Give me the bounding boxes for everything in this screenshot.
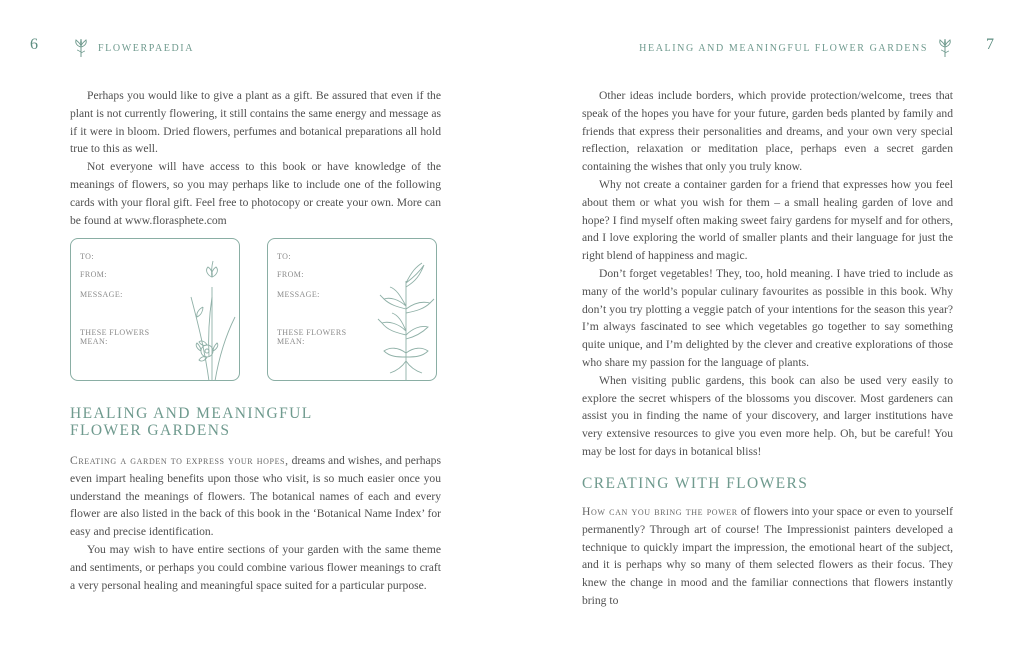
body-paragraph: When visiting public gardens, this book can also be used very easily to explore the secret whispers of the blossoms you discover. Most gardeners can assist you in finding the name of your discovery, and larger institutions have very extensive resources to give you even more help. Oh, but be careful! You may be lost for days in botanical bliss! [582,373,953,458]
running-head-title: FLOWERPAEDIA [98,42,195,54]
running-head-title: HEALING AND MEANINGFUL FLOWER GARDENS [639,42,928,54]
narcissus-illustration [181,257,239,381]
right-page [512,0,1024,653]
section-text [70,452,441,594]
intro-paragraph: Perhaps you would like to give a plant as a gift. Be assured that even if the plant is not currently flowering, it still contains the same energy and message as if it were in bloom. Dried flowers, perfumes and botanical preparations all hold true to this as well. [70,89,441,156]
card-mean-label: THESE FLOWERS MEAN: [80,328,150,346]
main-text [582,87,953,461]
section-paragraph-rest: dreams and wishes, and perhaps even impart healing benefits upon those who visit, is so much easier once you understand the meanings of flowers. The botanical names of each and every flower are also listed in the back of this book in the ‘Botanical Name Index’ for easy and precise identification. [70,454,441,539]
section-lead: Creating a garden to express your hopes, [70,454,289,467]
card-from-label: FROM: [80,270,107,279]
running-head [639,38,954,58]
intro-text [70,87,441,229]
gift-card-lily [267,238,437,381]
lily-illustration [376,261,436,381]
gift-card-narcissus [70,238,240,381]
section-paragraph: You may wish to have entire sections of your garden with the same theme and sentiments, or perhaps you could combine various flower meanings to craft a very personal healing and meaningful space suited for a particular purpose. [70,542,441,592]
sprig-icon [72,38,90,58]
card-from-label: FROM: [277,270,304,279]
page-number: 7 [986,36,994,53]
section-heading: CREATING WITH FLOWERS [582,475,809,492]
running-head [72,38,194,58]
card-to-label: TO: [277,252,291,261]
section-paragraph-rest: of flowers into your space or even to yourself permanently? Through art of course! The Impressionist painters developed a technique to quickly impart the impression, the emotional heart of the subject, and it is perhaps why so many of them selected flowers as their focus. They knew the change in mood and the familiar connections that flowers instantly bring to [582,505,953,607]
card-mean-label: THESE FLOWERS MEAN: [277,328,347,346]
page-number: 6 [30,36,38,53]
body-paragraph: Other ideas include borders, which provide protection/welcome, trees that speak of the hopes you have for your future, garden beds planted by family and friends that express their personalities and dreams, and your own very special reflection, relaxation or meditation place, perhaps even a secret garden containing the wishes that only you truly know. [582,89,953,174]
card-message-label: MESSAGE: [80,290,123,299]
section-paragraph [70,452,441,541]
card-to-label: TO: [80,252,94,261]
sprig-icon [936,38,954,58]
card-message-label: MESSAGE: [277,290,320,299]
section-lead: How can you bring the power [582,505,738,518]
section-paragraph [582,503,953,610]
body-paragraph: Don’t forget vegetables! They, too, hold meaning. I have tried to include as many of the world’s popular culinary favourites as possible in this book. Why don’t you try plotting a veggie patch of your intentions for the season this year? I’m always fascinated to see which vegetables go together to say something quite unique, and I’m delighted by the clever and creative explorations of those who share my passion for the language of plants. [582,266,953,369]
body-paragraph: Why not create a container garden for a friend that expresses how you feel about them or what you wish for them – a small healing garden of love and hope? I find myself often making sweet fairy gardens for myself and for others, and I love exploring the world of smaller plants and their language for just the right blend of happiness and magic. [582,177,953,263]
section-heading: HEALING AND MEANINGFUL FLOWER GARDENS [70,405,313,439]
section-text [582,503,953,610]
intro-paragraph: Not everyone will have access to this book or have knowledge of the meanings of flowers, so you may perhaps like to include one of the following cards with your floral gift. Feel free to photocopy or create your own. More can be found at www.florasphete.com [70,160,441,227]
